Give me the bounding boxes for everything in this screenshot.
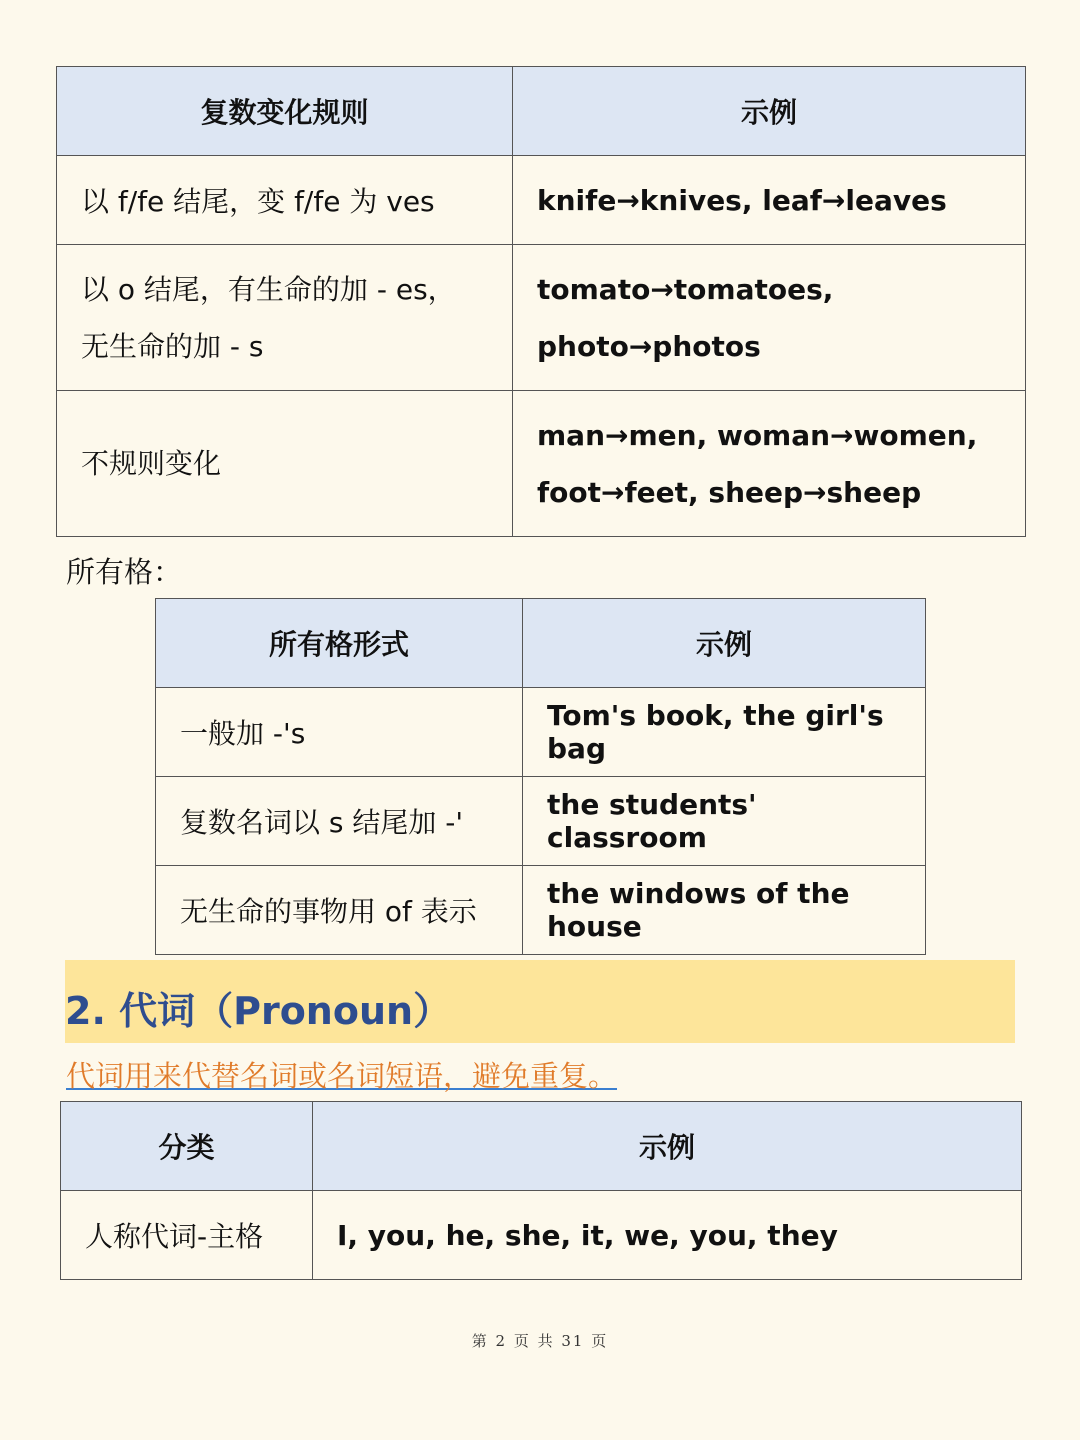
header-example: 示例 (313, 1102, 1022, 1191)
page-footer: 第 2 页 共 31 页 (471, 1332, 609, 1350)
possessive-table (155, 598, 926, 955)
table-row (57, 245, 1026, 391)
example-cell: the windows of the house (523, 866, 926, 955)
table-row (61, 1191, 1022, 1280)
form-cell: 一般加 -'s (156, 688, 523, 777)
table-header-row (57, 67, 1026, 156)
table-row (156, 866, 926, 955)
pronoun-table (60, 1101, 1022, 1280)
category-cell: 人称代词-主格 (61, 1191, 313, 1280)
example-cell: knife→knives, leaf→leaves (513, 156, 1026, 245)
example-cell: I, you, he, she, it, we, you, they (313, 1191, 1022, 1280)
rule-line: 以 o 结尾，有生命的加 - es， (81, 272, 456, 306)
table-row (57, 156, 1026, 245)
rule-cell: 以 f/fe 结尾，变 f/fe 为 ves (57, 156, 513, 245)
rule-cell: 不规则变化 (57, 391, 513, 537)
header-example: 示例 (513, 67, 1026, 156)
form-cell: 无生命的事物用 of 表示 (156, 866, 523, 955)
example-cell (513, 391, 1026, 537)
rule-line: 无生命的加 - s (81, 329, 264, 363)
header-category: 分类 (61, 1102, 313, 1191)
rule-cell (57, 245, 513, 391)
example-cell: Tom's book, the girl's bag (523, 688, 926, 777)
example-line: tomato→tomatoes, (537, 272, 834, 306)
header-rule: 复数变化规则 (57, 67, 513, 156)
table-header-row (156, 599, 926, 688)
possessive-label: 所有格： (66, 555, 183, 589)
table-row (57, 391, 1026, 537)
section-heading-bar (65, 960, 1015, 1043)
section-intro: 代词用来代替名词或名词短语，避免重复。 (66, 1059, 618, 1093)
example-line: photo→photos (537, 329, 761, 363)
section-title: 2. 代词（Pronoun） (65, 989, 452, 1033)
form-cell: 复数名词以 s 结尾加 -' (156, 777, 523, 866)
example-line: foot→feet, sheep→sheep (537, 475, 922, 509)
header-form: 所有格形式 (156, 599, 523, 688)
example-line: man→men, woman→women, (537, 418, 978, 452)
header-example: 示例 (523, 599, 926, 688)
table-row (156, 777, 926, 866)
table-row (156, 688, 926, 777)
plural-rules-table (56, 66, 1026, 537)
example-cell (513, 245, 1026, 391)
example-cell: the students' classroom (523, 777, 926, 866)
table-header-row (61, 1102, 1022, 1191)
